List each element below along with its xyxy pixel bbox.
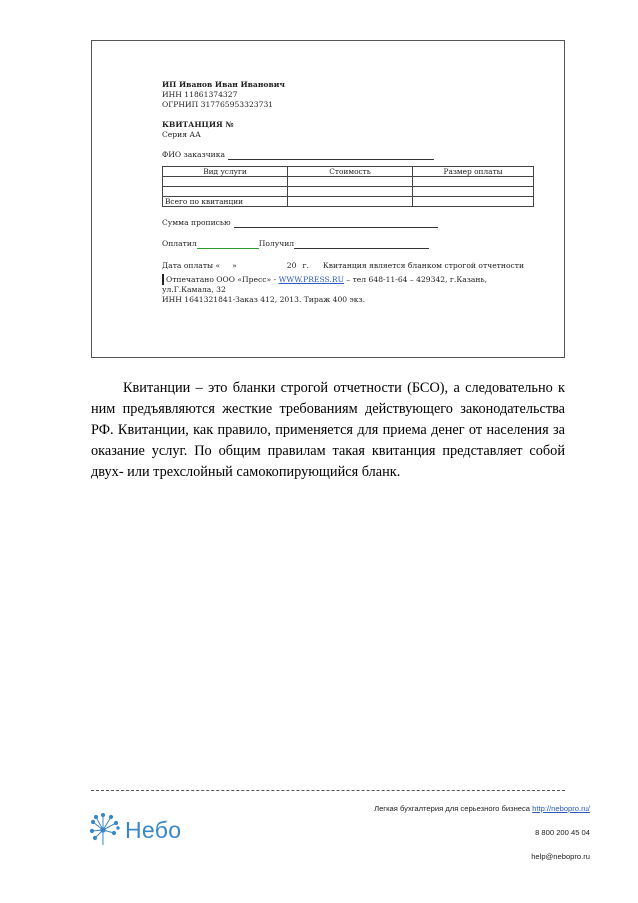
- paid-received-field: [162, 239, 534, 249]
- services-table: [162, 166, 534, 207]
- receipt-title: КВИТАНЦИЯ №: [162, 120, 234, 129]
- dandelion-icon: [89, 813, 121, 847]
- receipt-ogrnip: ОГРНИП 317765953323731: [162, 100, 274, 109]
- printed-link[interactable]: WWW.PRESS.RU: [278, 275, 344, 284]
- body-text: Квитанции – это бланки строгой отчетности (БСО), а следовательно к ним предъявляются жесткие требованиям действующего законодательства РФ. Квитанции, как правило, применяется для приема денег от населения за оказание услуг. По общим правилам такая квитанция представляет собой двух- или трехслойный самокопирующийся бланк.: [91, 380, 565, 480]
- bso-note: Квитанция является бланком строгой отчетности: [322, 261, 525, 270]
- footer-divider: [91, 790, 565, 791]
- text-cursor: [162, 274, 164, 285]
- table-total-row: [163, 197, 534, 207]
- table-header-cost: Стоимость: [288, 167, 413, 177]
- receipt-ip-name: ИП Иванов Иван Иванович: [162, 80, 285, 89]
- amount-words-label: Сумма прописью: [162, 218, 231, 227]
- client-underline: [228, 151, 434, 160]
- paid-label: Оплатил: [162, 239, 197, 248]
- received-label: Получил: [258, 239, 295, 248]
- footer-tagline: Легкая бухгалтерия для серьезного бизнеса: [374, 804, 531, 813]
- table-row: [163, 187, 534, 197]
- footer-site-link[interactable]: http://nebopro.ru/: [532, 804, 590, 813]
- date-label: Дата оплаты «: [162, 261, 221, 270]
- table-header-row: [163, 167, 534, 177]
- client-field: [162, 150, 534, 160]
- body-paragraph: [91, 378, 565, 483]
- amount-words-field: [162, 218, 534, 228]
- client-label: ФИО заказчика: [162, 150, 226, 159]
- printed-by: Отпечатано ООО «Пресс» -: [166, 275, 279, 284]
- date-year: 20: [286, 261, 297, 270]
- printed-tail: – тел 648-11-64 – 429342, г.Казань,: [343, 275, 488, 284]
- footer-phone: 8 800 200 45 04: [535, 828, 590, 837]
- footer-contacts: [374, 804, 590, 861]
- date-mid: »: [232, 261, 237, 270]
- date-year-suffix: г.: [302, 261, 309, 270]
- footer-email[interactable]: help@nebopro.ru: [531, 852, 590, 861]
- receipt-inn-footer: ИНН 1641321841-Заказ 412, 2013. Тираж 400 экз.: [162, 295, 366, 304]
- table-header-payment: Размер оплаты: [413, 167, 534, 177]
- received-underline: [294, 240, 429, 249]
- logo-text: Небо: [125, 816, 182, 843]
- footer-tagline-row: [374, 804, 590, 813]
- printed-by-line: [162, 274, 534, 285]
- receipt-series: Серия АА: [162, 130, 201, 139]
- amount-words-underline: [234, 219, 438, 228]
- table-total-label: Всего по квитанции: [163, 197, 288, 207]
- nebo-logo: [89, 813, 181, 847]
- receipt-address: ул.Г.Камала, 32: [162, 285, 226, 294]
- date-field: [162, 261, 534, 271]
- receipt-inn: ИНН 11861374327: [162, 90, 238, 99]
- paid-underline: [197, 240, 259, 249]
- receipt-form: [162, 80, 534, 305]
- table-row: [163, 177, 534, 187]
- table-header-service: Вид услуги: [163, 167, 288, 177]
- receipt-image-frame: [91, 40, 565, 358]
